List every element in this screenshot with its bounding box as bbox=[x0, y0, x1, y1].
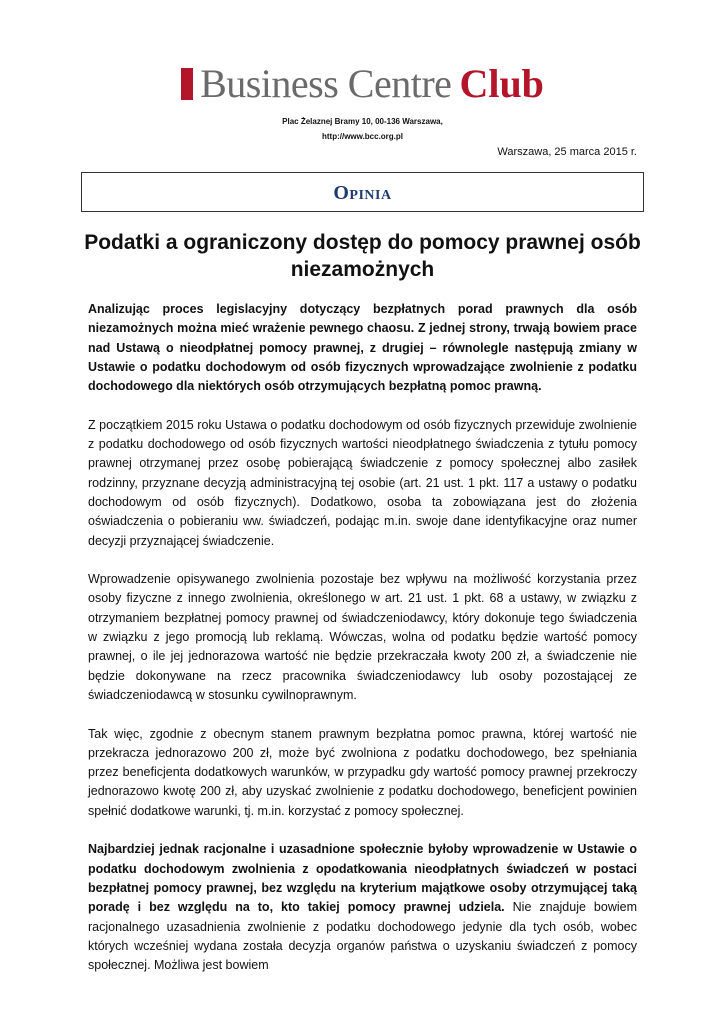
address-line: Plac Żelaznej Bramy 10, 00-136 Warszawa, bbox=[282, 117, 443, 126]
document-body bbox=[88, 300, 637, 995]
document-date: Warszawa, 25 marca 2015 r. bbox=[497, 146, 637, 158]
paragraph-lead: Analizując proces legislacyjny dotyczący bezpłatnych porad prawnych dla osób niezamożnych można mieć wrażenie pewnego chaosu. Z jednej strony, trwają bowiem prace nad Ustawą o nieodpłatnej pomocy prawnej, z drugiej – równolegle następują zmiany w Ustawie o podatku dochodowym od osób fizycznych wprowadzające zwolnienie z podatku dochodowego dla niektórych osób otrzymujących bezpłatną pomoc prawną. bbox=[88, 302, 637, 394]
paragraph-bold-part: Najbardziej jednak racjonalne i uzasadnione społecznie byłoby wprowadzenie w Ustawie o podatku dochodowym zwolnienia z opodatkowania nieodpłatnych świadczeń w postaci bezpłatnej pomocy prawnej, bez względu na kryterium majątkowe osoby otrzymującej taką poradę i bez względu na to, kto takiej pomocy prawnej udziela. bbox=[88, 842, 637, 915]
paragraph: Z początkiem 2015 roku Ustawa o podatku dochodowym od osób fizycznych przewiduje zwolnienie z podatku dochodowego od osób fizycznych wartości nieodpłatnego świadczenia z tytułu pomocy prawnej otrzymanej przez osobę pobierającą świadczenie z pomocy społecznej albo zasiłek rodzinny, przyznane decyzją administracyjną tej osobie (art. 21 ust. 1 pkt. 117 a ustawy o podatku dochodowym od osób fizycznych). Dodatkowo, osoba ta zobowiązana jest do złożenia oświadczenia o pobieraniu ww. świadczeń, podając m.in. swoje dane identyfikacyjne oraz numer decyzji przyznającej świadczenie. bbox=[88, 417, 637, 548]
paragraph bbox=[88, 840, 637, 975]
logo-accent-text: Club bbox=[459, 61, 544, 106]
logo-red-bar bbox=[181, 68, 193, 100]
document-title: Podatki a ograniczony dostęp do pomocy prawnej osób niezamożnych bbox=[84, 231, 641, 281]
section-label-box bbox=[81, 172, 644, 212]
paragraph: Tak więc, zgodnie z obecnym stanem prawnym bezpłatna pomoc prawna, której wartość nie przekracza jednorazowo 200 zł, może być zwolniona z podatku dochodowego, bez spełniania przez beneficjenta dodatkowych warunków, w przypadku gdy wartość pomocy prawnej przekroczy jednorazowo kwotę 200 zł, aby uzyskać zwolnienie z podatku dochodowego, beneficjent powinien spełnić dodatkowe warunki, tj. m.in. korzystać z pomocy społecznej. bbox=[88, 726, 637, 818]
paragraph: Wprowadzenie opisywanego zwolnienia pozostaje bez wpływu na możliwość korzystania przez osoby fizyczne z innego zwolnienia, określonego w art. 21 ust. 1 pkt. 68 a ustawy, w związku z otrzymaniem bezpłatnej pomocy prawnej od świadczeniodawcy, który dokonuje tego świadczenia w związku z jego promocją lub reklamą. Wówczas, wolna od podatku będzie wartość pomocy prawnej, o ile jej jednorazowa wartość nie będzie przekraczała kwoty 200 zł, a świadczenie nie będzie dokonywane na rzecz pracownika świadczeniodawcy lub osoby pozostającej ze świadczeniodawcą w stosunku cywilnoprawnym. bbox=[88, 572, 637, 702]
bcc-logo bbox=[0, 60, 725, 107]
section-label: Opinia bbox=[333, 182, 392, 204]
paragraph-rest: Nie znajduje bowiem racjonalnego uzasadnienia zwolnienie z podatku dochodowego jedynie dla tych osób, wobec których wcześniej wydana została decyzja organów państwa o uzyskaniu świadczeń z pomocy społecznej. Możliwa jest bowiem bbox=[88, 900, 637, 973]
logo-main-text: Business Centre bbox=[200, 61, 452, 106]
website-url[interactable]: http://www.bcc.org.pl bbox=[321, 132, 404, 141]
